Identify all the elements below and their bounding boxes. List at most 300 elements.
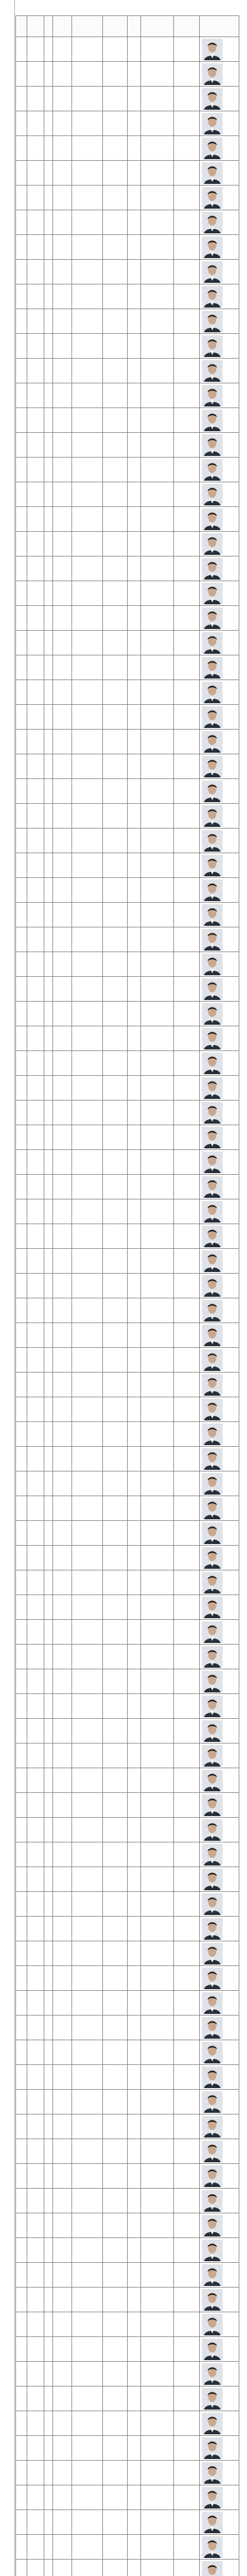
header-cell [128, 16, 141, 37]
row-number-cell [16, 457, 27, 482]
table-cell [128, 1793, 141, 1818]
table-row [16, 37, 239, 62]
portrait-photo [202, 2141, 223, 2162]
row-number-cell [16, 2386, 27, 2411]
table-cell [44, 2560, 53, 2576]
portrait-photo [202, 1819, 223, 1841]
portrait-photo [202, 1374, 223, 1396]
row-number-cell [16, 1323, 27, 1348]
photo-cell [200, 1348, 239, 1372]
table-row [16, 556, 239, 581]
row-number-cell [16, 1521, 27, 1546]
table-row [16, 1199, 239, 1224]
table-cell [141, 606, 174, 631]
table-row [16, 1422, 239, 1447]
photo-cell [200, 606, 239, 631]
portrait-photo [202, 2116, 223, 2138]
table-cell [72, 1595, 103, 1620]
table-cell [174, 359, 200, 383]
row-number-cell [16, 680, 27, 705]
table-row [16, 2461, 239, 2485]
photo-cell [200, 705, 239, 730]
table-cell [128, 581, 141, 606]
portrait-photo [202, 1918, 223, 1940]
table-cell [44, 309, 53, 334]
table-cell [53, 2090, 72, 2114]
photo-cell [200, 1298, 239, 1323]
table-cell [53, 87, 72, 111]
table-cell [27, 754, 44, 779]
photo-cell [200, 2114, 239, 2139]
table-cell [103, 2362, 128, 2386]
table-cell [174, 260, 200, 284]
table-cell [27, 779, 44, 804]
table-cell [44, 1719, 53, 1743]
table-cell [53, 2213, 72, 2238]
table-cell [44, 1743, 53, 1768]
table-cell [103, 952, 128, 977]
table-row [16, 952, 239, 977]
table-cell [141, 680, 174, 705]
table-cell [174, 2386, 200, 2411]
table-cell [44, 1991, 53, 2015]
table-cell [27, 2535, 44, 2560]
row-number-cell [16, 606, 27, 631]
portrait-photo [202, 583, 223, 604]
table-cell [128, 1496, 141, 1521]
table-cell [128, 2560, 141, 2576]
table-cell [44, 2040, 53, 2065]
table-cell [141, 828, 174, 853]
table-cell [72, 1818, 103, 1842]
table-cell [27, 655, 44, 680]
table-cell [72, 952, 103, 977]
portrait-photo [202, 138, 223, 159]
row-number-cell [16, 2065, 27, 2090]
table-cell [141, 1199, 174, 1224]
table-cell [103, 1026, 128, 1051]
table-cell [174, 2510, 200, 2535]
portrait-photo [202, 2338, 223, 2360]
table-cell [27, 309, 44, 334]
photo-cell [200, 2164, 239, 2189]
table-cell [27, 878, 44, 903]
table-cell [128, 2411, 141, 2436]
portrait-photo [202, 2413, 223, 2434]
table-row [16, 1743, 239, 1768]
table-cell [44, 903, 53, 927]
photo-cell [200, 828, 239, 853]
table-cell [128, 2040, 141, 2065]
table-row [16, 1892, 239, 1917]
table-cell [53, 2510, 72, 2535]
photo-cell [200, 457, 239, 482]
table-cell [103, 581, 128, 606]
table-cell [174, 1199, 200, 1224]
table-cell [44, 2263, 53, 2287]
table-cell [103, 631, 128, 655]
table-cell [72, 1076, 103, 1100]
header-cell [27, 16, 44, 37]
table-cell [44, 1546, 53, 1570]
table-cell [174, 1125, 200, 1150]
table-cell [53, 631, 72, 655]
table-cell [174, 2485, 200, 2510]
table-cell [103, 1372, 128, 1397]
photo-cell [200, 903, 239, 927]
table-cell [27, 1867, 44, 1892]
table-cell [128, 2213, 141, 2238]
table-cell [103, 2386, 128, 2411]
table-cell [103, 235, 128, 260]
row-number-cell [16, 1224, 27, 1249]
table-cell [174, 631, 200, 655]
photo-cell [200, 1471, 239, 1496]
table-cell [44, 1298, 53, 1323]
row-number-cell [16, 1051, 27, 1076]
table-cell [72, 334, 103, 359]
table-cell [141, 2189, 174, 2213]
table-cell [44, 1570, 53, 1595]
table-cell [103, 1397, 128, 1422]
row-number-cell [16, 828, 27, 853]
table-row [16, 1397, 239, 1422]
table-cell [44, 1100, 53, 1125]
table-cell [103, 556, 128, 581]
portrait-photo [202, 805, 223, 827]
table-cell [141, 1546, 174, 1570]
table-cell [72, 1026, 103, 1051]
table-cell [174, 977, 200, 1002]
table-cell [53, 2040, 72, 2065]
table-cell [141, 878, 174, 903]
table-row [16, 1595, 239, 1620]
table-cell [141, 2461, 174, 2485]
table-row [16, 2436, 239, 2461]
portrait-photo [202, 1423, 223, 1445]
row-number-cell [16, 433, 27, 457]
table-cell [44, 1199, 53, 1224]
photo-cell [200, 2040, 239, 2065]
row-number-cell [16, 334, 27, 359]
table-cell [27, 705, 44, 730]
row-number-cell [16, 2535, 27, 2560]
table-cell [141, 1125, 174, 1150]
table-cell [103, 1818, 128, 1842]
table-row [16, 2189, 239, 2213]
table-cell [27, 2411, 44, 2436]
table-cell [174, 2015, 200, 2040]
photo-cell [200, 1546, 239, 1570]
portrait-photo [202, 2289, 223, 2311]
photo-cell [200, 581, 239, 606]
row-number-cell [16, 2461, 27, 2485]
table-row [16, 1694, 239, 1719]
table-row [16, 210, 239, 235]
table-cell [128, 1719, 141, 1743]
table-cell [141, 1917, 174, 1941]
table-cell [103, 2263, 128, 2287]
photo-cell [200, 1595, 239, 1620]
table-cell [27, 680, 44, 705]
table-cell [141, 1941, 174, 1966]
table-cell [27, 2238, 44, 2263]
table-cell [141, 556, 174, 581]
photo-cell [200, 2238, 239, 2263]
table-cell [174, 1397, 200, 1422]
table-cell [103, 2114, 128, 2139]
table-cell [141, 1323, 174, 1348]
table-cell [27, 2139, 44, 2164]
table-cell [72, 2411, 103, 2436]
photo-cell [200, 1397, 239, 1422]
table-cell [174, 136, 200, 161]
margin-rule [14, 0, 15, 2576]
table-cell [103, 2090, 128, 2114]
table-cell [174, 1298, 200, 1323]
table-row [16, 878, 239, 903]
table-cell [103, 1645, 128, 1669]
row-number-cell [16, 1150, 27, 1175]
portrait-photo [202, 1250, 223, 1272]
table-cell [174, 2164, 200, 2189]
table-row [16, 1793, 239, 1818]
photo-cell [200, 754, 239, 779]
table-cell [174, 1348, 200, 1372]
table-cell [44, 1372, 53, 1397]
table-row [16, 1768, 239, 1793]
table-cell [72, 606, 103, 631]
table-cell [53, 136, 72, 161]
table-cell [128, 2065, 141, 2090]
table-cell [53, 2362, 72, 2386]
table-cell [141, 1249, 174, 1274]
table-cell [103, 1694, 128, 1719]
table-cell [103, 2510, 128, 2535]
table-cell [128, 1818, 141, 1842]
portrait-photo [202, 286, 223, 308]
table-cell [72, 853, 103, 878]
table-cell [27, 161, 44, 185]
table-cell [44, 927, 53, 952]
table-cell [27, 111, 44, 136]
table-row [16, 2386, 239, 2411]
row-number-cell [16, 62, 27, 87]
table-row [16, 334, 239, 359]
portrait-photo [202, 879, 223, 901]
table-cell [141, 2411, 174, 2436]
table-row [16, 136, 239, 161]
table-cell [72, 2560, 103, 2576]
table-cell [103, 87, 128, 111]
photo-cell [200, 2189, 239, 2213]
table-cell [103, 927, 128, 952]
table-cell [27, 2362, 44, 2386]
portrait-photo [202, 1621, 223, 1643]
table-cell [27, 1991, 44, 2015]
table-cell [128, 507, 141, 532]
table-cell [103, 1471, 128, 1496]
table-cell [174, 878, 200, 903]
table-cell [44, 1669, 53, 1694]
table-cell [27, 2485, 44, 2510]
portrait-photo [202, 63, 223, 85]
table-cell [103, 1002, 128, 1026]
table-cell [174, 1917, 200, 1941]
table-cell [141, 2139, 174, 2164]
table-cell [44, 1818, 53, 1842]
table-cell [128, 1768, 141, 1793]
table-cell [27, 2040, 44, 2065]
row-number-cell [16, 1298, 27, 1323]
portrait-photo [202, 2437, 223, 2459]
table-cell [72, 581, 103, 606]
table-cell [27, 383, 44, 408]
table-cell [44, 1447, 53, 1471]
row-number-cell [16, 408, 27, 433]
table-cell [103, 1249, 128, 1274]
row-number-cell [16, 779, 27, 804]
table-cell [174, 779, 200, 804]
table-cell [27, 2312, 44, 2337]
table-cell [53, 1966, 72, 1991]
portrait-photo [202, 2066, 223, 2088]
table-cell [174, 1842, 200, 1867]
table-cell [44, 1941, 53, 1966]
table-cell [72, 1694, 103, 1719]
row-number-cell [16, 581, 27, 606]
photo-cell [200, 1249, 239, 1274]
row-number-cell [16, 2362, 27, 2386]
table-cell [103, 1100, 128, 1125]
table-cell [103, 828, 128, 853]
table-cell [174, 1645, 200, 1669]
portrait-photo [202, 1473, 223, 1495]
table-cell [174, 235, 200, 260]
table-row [16, 2535, 239, 2560]
portrait-photo [202, 2042, 223, 2063]
table-cell [44, 87, 53, 111]
table-cell [128, 2263, 141, 2287]
table-cell [141, 1620, 174, 1645]
row-number-cell [16, 1372, 27, 1397]
table-cell [72, 2386, 103, 2411]
table-cell [27, 1150, 44, 1175]
table-cell [128, 2015, 141, 2040]
table-cell [174, 1100, 200, 1125]
table-cell [128, 977, 141, 1002]
table-cell [27, 408, 44, 433]
table-cell [128, 2090, 141, 2114]
table-row [16, 1719, 239, 1743]
table-cell [103, 1051, 128, 1076]
table-cell [44, 1274, 53, 1298]
photo-cell [200, 556, 239, 581]
table-cell [174, 334, 200, 359]
portrait-photo [202, 1275, 223, 1297]
table-cell [128, 730, 141, 754]
table-cell [141, 284, 174, 309]
table-cell [103, 507, 128, 532]
table-cell [174, 383, 200, 408]
table-row [16, 457, 239, 482]
table-cell [72, 1471, 103, 1496]
photo-cell [200, 1917, 239, 1941]
table-cell [128, 1743, 141, 1768]
table-cell [44, 37, 53, 62]
row-number-cell [16, 1818, 27, 1842]
row-number-cell [16, 284, 27, 309]
table-cell [174, 2461, 200, 2485]
table-cell [141, 1818, 174, 1842]
table-cell [128, 1669, 141, 1694]
roster-table [15, 15, 239, 2576]
table-cell [44, 1966, 53, 1991]
table-cell [128, 1694, 141, 1719]
table-cell [53, 977, 72, 1002]
table-cell [174, 37, 200, 62]
table-cell [128, 2461, 141, 2485]
table-cell [44, 507, 53, 532]
table-cell [141, 408, 174, 433]
table-cell [72, 482, 103, 507]
portrait-photo [202, 1053, 223, 1074]
table-cell [44, 1768, 53, 1793]
portrait-photo [202, 1844, 223, 1866]
table-cell [27, 1298, 44, 1323]
table-cell [27, 507, 44, 532]
table-cell [72, 977, 103, 1002]
portrait-photo [202, 1696, 223, 1717]
table-cell [72, 2362, 103, 2386]
portrait-photo [202, 1572, 223, 1594]
table-cell [53, 1669, 72, 1694]
table-row [16, 1941, 239, 1966]
table-row [16, 1966, 239, 1991]
photo-cell [200, 2386, 239, 2411]
table-cell [174, 1447, 200, 1471]
table-cell [53, 334, 72, 359]
table-cell [72, 1224, 103, 1249]
row-number-cell [16, 730, 27, 754]
table-cell [103, 1793, 128, 1818]
table-cell [174, 161, 200, 185]
table-cell [103, 1125, 128, 1150]
table-cell [44, 1694, 53, 1719]
table-cell [103, 185, 128, 210]
portrait-photo [202, 558, 223, 580]
row-number-cell [16, 1175, 27, 1199]
table-cell [72, 680, 103, 705]
row-number-cell [16, 2189, 27, 2213]
header-cell [200, 16, 239, 37]
table-cell [72, 507, 103, 532]
table-cell [141, 1793, 174, 1818]
table-cell [103, 1076, 128, 1100]
table-cell [103, 655, 128, 680]
table-row [16, 1002, 239, 1026]
table-cell [72, 927, 103, 952]
header-cell [72, 16, 103, 37]
table-cell [44, 1249, 53, 1274]
table-cell [141, 631, 174, 655]
table-cell [103, 2139, 128, 2164]
table-cell [27, 556, 44, 581]
row-number-cell [16, 655, 27, 680]
table-cell [174, 1521, 200, 1546]
table-cell [72, 1570, 103, 1595]
table-cell [44, 977, 53, 1002]
